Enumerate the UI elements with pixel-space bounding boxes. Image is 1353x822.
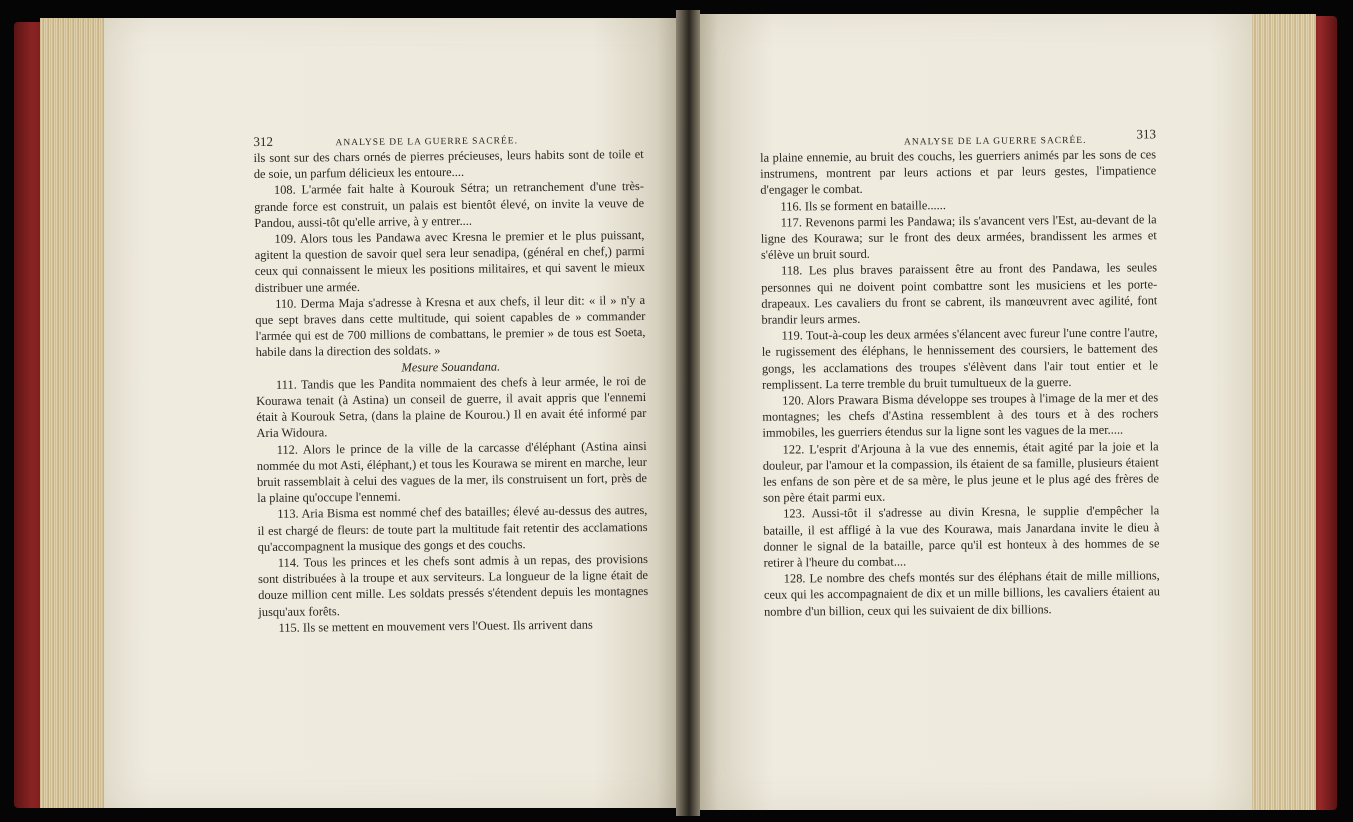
paragraph: 113. Aria Bisma est nommé chef des batailles; élevé au-dessus des autres, il est chargé de fleurs: de toute part la multitude fait retentir des acclamations qu'accompagnent la musique des gongs et des couchs.: [257, 503, 648, 554]
paragraph: 116. Ils se forment en bataille......: [780, 197, 946, 214]
paragraph: la plaine ennemie, au bruit des couchs, les guerriers animés par les sons de ces instrumens, montrent par leurs actions et par leurs gestes, l'impatience d'engager le combat.: [760, 147, 1157, 198]
running-head: ANALYSE DE LA GUERRE SACRÉE.: [335, 136, 519, 149]
measure-line: Mesure Souandana.: [401, 359, 501, 375]
book-gutter: [676, 10, 700, 816]
running-head: ANALYSE DE LA GUERRE SACRÉE.: [903, 135, 1087, 148]
page-edges-right: [1248, 14, 1316, 810]
paragraph: 111. Tandis que les Pandita nommaient des chefs à leur armée, le roi de Kourawa tenait (à Astina) un conseil de guerre, il avait appris que l'ennemi était à Kourouk Setra, (dans la plaine de Kourou.) Il en avait été informé par Aria Widoura.: [256, 373, 647, 441]
page-edges-left: [40, 18, 110, 808]
paragraph: 128. Le nombre des chefs montés sur des éléphans était de mille millions, ceux qui les accompagnaient de dix et un mille billions, les cavaliers étaient au nombre d'un billion, ceux qui les suivaient de dix billions.: [763, 568, 1160, 619]
paragraph: 122. L'esprit d'Arjouna à la vue des ennemis, était agité par la joie et la douleur, par l'amour et la compassion, ils étaient de sa famille, plusieurs étaient les enfans de son père et de sa mère, le plus jeune et le plus agé des frères de son père était parmi eux.: [762, 438, 1159, 505]
paragraph: ils sont sur des chars ornés de pierres précieuses, leurs habits sont de toile et de soie, un parfum délicieux les entoure....: [253, 146, 644, 182]
paragraph: 110. Derma Maja s'adresse à Kresna et aux chefs, il leur dit: « il » n'y a que sept braves dans cette multitude, qui soient capables de » commander l'armée qui est de 700 millions de combattans, le premier » de tous est Soeta, habile dans la direction des soldats. »: [255, 292, 646, 360]
paragraph: 112. Alors le prince de la ville de la carcasse d'éléphant (Astina ainsi nommée du mot Asti, éléphant,) et tous les Kourawa se mirent en marche, leur bruit rassemblait à celui des vagues de la mer, ils construisent un fort, près de la plaine qu'occupe l'ennemi.: [256, 438, 648, 506]
paragraph: 123. Aussi-tôt il s'adresse au divin Kresna, le supplie d'empêcher la bataille, il est affligé à la vue des Kourawa, mais Janardana invite le dieu à donner le signal de la bataille, parce qu'il est honteux à des hommes de se retirer à l'heure du combat....: [763, 503, 1160, 570]
right-page-text: [760, 126, 1160, 619]
page-number: 313: [1136, 126, 1156, 142]
paragraph: 120. Alors Prawara Bisma développe ses troupes à l'image de la mer et des montagnes; les chefs d'Astina ressemblent à des tours et à des rochers immobiles, les guerriers étendus sur la ligne sont les vagues de la mer.....: [762, 390, 1159, 441]
paragraph: 117. Revenons parmi les Pandawa; ils s'avancent vers l'Est, au-devant de la ligne des Kourawa; sur le front des deux armées, brandissent les armes et s'élève un bruit sourd.: [760, 212, 1157, 262]
left-page-text: [253, 130, 648, 636]
paragraph: 118. Les plus braves paraissent être au front des Pandawa, les seules personnes qui ne doivent point combattre sont les musiciens et les porte-drapeaux. Les cavaliers du front se cabrent, ils manœuvrent avec agilité, font brandir leurs armes.: [761, 260, 1158, 327]
paragraph: 109. Alors tous les Pandawa avec Kresna le premier et le plus puissant, agitent la question de savoir quel sera leur senadipa, (général en chef,) parmi ceux qui connaissent le mieux les positions militaires, et qui savent le mieux distribuer une armée.: [254, 227, 645, 295]
paragraph: 119. Tout-à-coup les deux armées s'élancent avec fureur l'une contre l'autre, le rugissement des éléphans, le hennissement des coursiers, le battement des gongs, les acclamations des troupes s'élèvent dans l'air tout entier et le remplissent. La terre tremble du bruit tumultueux de la guerre.: [761, 325, 1158, 392]
page-number: 312: [253, 133, 274, 150]
paragraph: 108. L'armée fait halte à Kourouk Sétra; un retranchement d'une très-grande force est construit, un palais est bientôt élevé, on invite la veuve de Pandou, aussi-tôt qu'elle arrive, à y entrer....: [254, 179, 645, 230]
paragraph: 115. Ils se mettent en mouvement vers l'Ouest. Ils arrivent dans: [278, 617, 593, 635]
paragraph: 114. Tous les princes et les chefs sont admis à un repas, des provisions sont distribuées à la troupe et aux serviteurs. La longueur de la ligne était de douze million cent mille. Les soldats pressés s'étendent depuis les montagnes jusqu'aux forêts.: [257, 552, 649, 619]
